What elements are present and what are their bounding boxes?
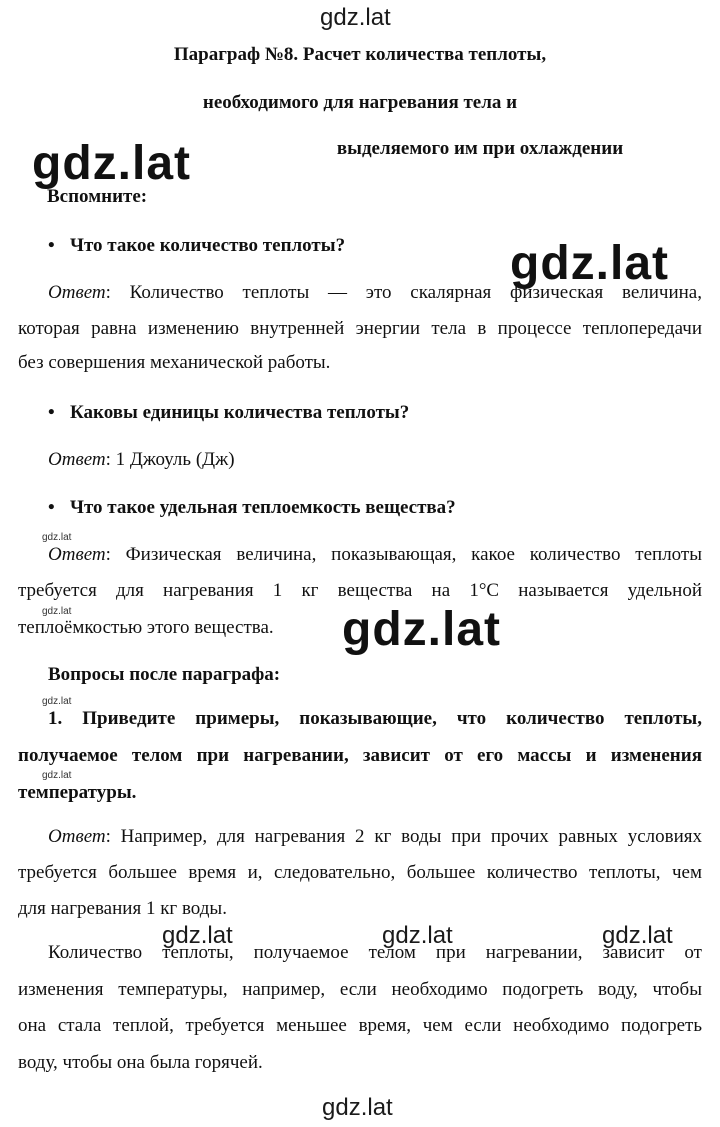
watermark-big-right: gdz.lat — [510, 237, 669, 290]
answer-label: Ответ — [48, 826, 106, 847]
page-title-line-2: необходимого для нагревания тела и — [202, 92, 518, 113]
answer-p1-line-2: требуется большее время и, следовательно, большее количество теплоты, чем — [18, 862, 702, 883]
watermark-small-4: gdz.lat — [42, 770, 72, 781]
watermark-small-2: gdz.lat — [42, 606, 72, 617]
answer-1-line-2: которая равна изменению внутренней энергии тела в процессе теплопередачи — [18, 318, 702, 339]
page-title-line-1: Параграф №8. Расчет количества теплоты, — [173, 44, 547, 65]
paragraph-line-4: воду, чтобы она была горячей. — [18, 1052, 263, 1073]
page-title-line-3: выделяемого им при охлаждении — [336, 138, 624, 159]
answer-p1-line-1: Ответ: Например, для нагревания 2 кг воды при прочих равных условиях — [48, 826, 702, 847]
answer-label: Ответ — [48, 282, 106, 303]
answer-p1-line-3: для нагревания 1 кг воды. — [18, 898, 227, 919]
watermark-top: gdz.lat — [320, 4, 391, 31]
watermark-small-1: gdz.lat — [42, 532, 72, 543]
watermark-big-left: gdz.lat — [32, 137, 191, 190]
answer-3-line-3: теплоёмкостью этого вещества. — [18, 617, 274, 638]
watermark-big-center: gdz.lat — [342, 603, 501, 656]
question-p1-line-2: получаемое телом при нагревании, зависит от его массы и изменения — [18, 745, 702, 766]
watermark-row-1: gdz.lat — [162, 922, 233, 949]
paragraph-line-2: изменения температуры, например, если необходимо подогреть воду, чтобы — [18, 979, 702, 1000]
answer-1-line-3: без совершения механической работы. — [18, 352, 331, 373]
question-p1-line-3: температуры. — [18, 782, 137, 803]
answer-3-line-2: требуется для нагревания 1 кг вещества на 1°C называется удельной — [18, 580, 702, 601]
watermark-row-3: gdz.lat — [602, 922, 673, 949]
answer-label: Ответ — [48, 449, 106, 470]
paragraph-line-3: она стала теплой, требуется меньшее время, чем если необходимо подогреть — [18, 1015, 702, 1036]
paragraph-line-1: Количество теплоты, получаемое телом при нагревании, зависит от — [48, 942, 702, 963]
bullet-icon: • — [48, 402, 55, 423]
answer-2-line-1: Ответ: 1 Джоуль (Дж) — [48, 449, 235, 470]
question-p1-line-1: 1. Приведите примеры, показывающие, что количество теплоты, — [48, 708, 702, 729]
after-paragraph-heading: Вопросы после параграфа: — [48, 664, 281, 685]
answer-3-line-1: Ответ: Физическая величина, показывающая, какое количество теплоты — [48, 544, 702, 565]
answer-label: Ответ — [48, 544, 106, 565]
bullet-icon: • — [48, 235, 55, 256]
watermark-small-3: gdz.lat — [42, 696, 72, 707]
bullet-icon: • — [48, 497, 55, 518]
answer-1-line-1: Ответ: Количество теплоты — это скалярная физическая величина, — [48, 282, 702, 303]
remember-heading: Вспомните: — [47, 186, 148, 207]
watermark-row-2: gdz.lat — [382, 922, 453, 949]
watermark-bottom: gdz.lat — [322, 1094, 393, 1121]
question-2: Каковы единицы количества теплоты? — [70, 402, 410, 423]
question-3: Что такое удельная теплоемкость вещества? — [70, 497, 456, 518]
question-1: Что такое количество теплоты? — [70, 235, 346, 256]
